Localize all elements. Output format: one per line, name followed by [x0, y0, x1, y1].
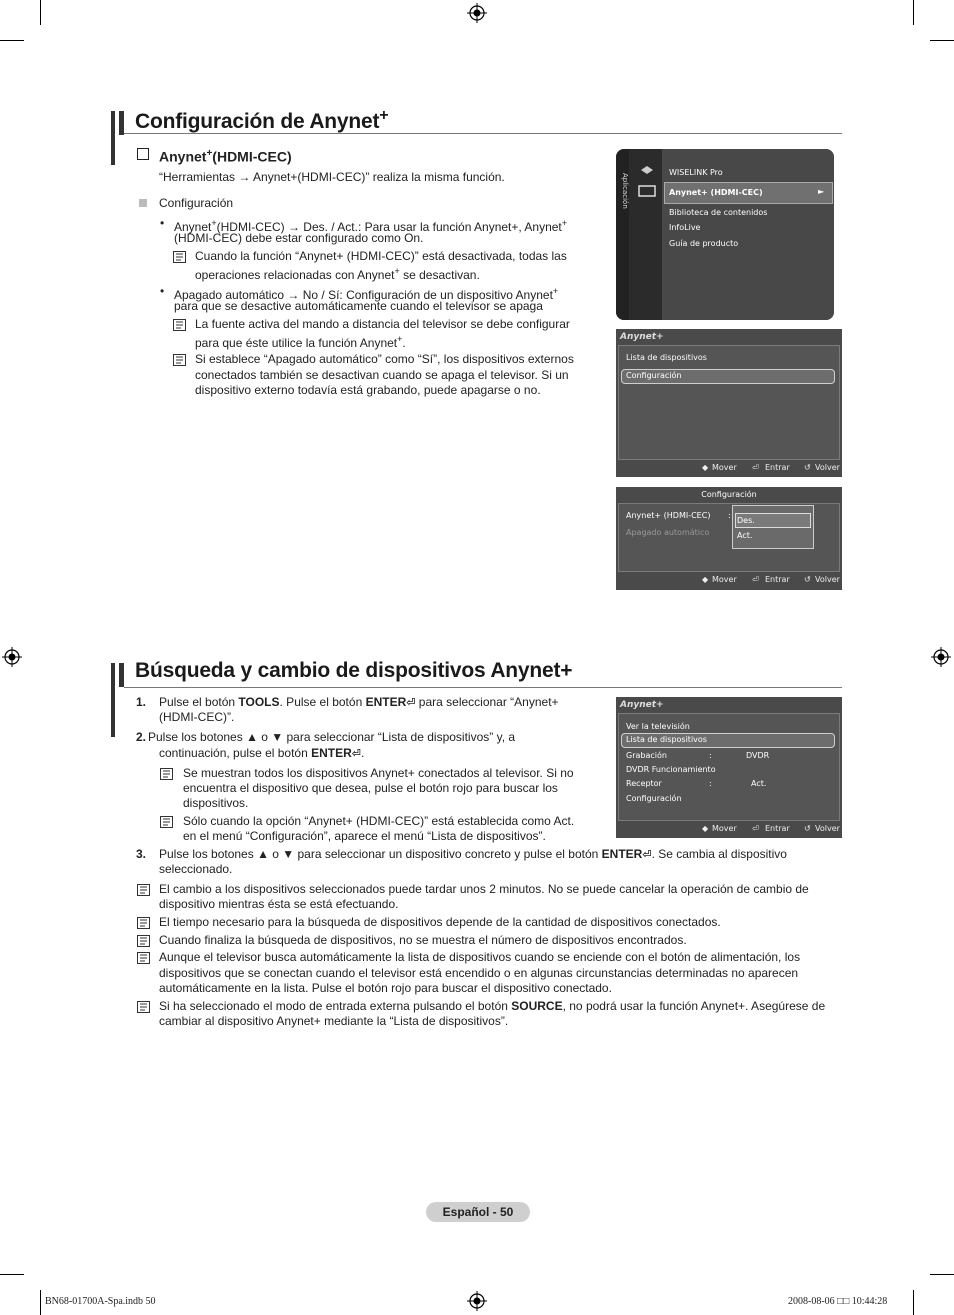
general-note-2: El tiempo necesario para la búsqueda de dispositivos depende de la cantidad de dispositivos conectados.: [159, 915, 721, 929]
return-icon: ↺: [804, 575, 811, 584]
osd-config-title: Configuración: [701, 490, 757, 499]
general-note-4-line-3: automáticamente en la lista. Pulse el botón rojo para buscar el dispositivo conectado.: [159, 981, 612, 995]
device-row-receptor[interactable]: Receptor: [626, 779, 662, 788]
osd-device-list: [616, 697, 842, 838]
page-number: Español - 50: [426, 1202, 530, 1222]
device-row-ver-tv[interactable]: Ver la televisión: [626, 722, 690, 731]
device-row-sep: :: [709, 751, 712, 760]
footer-move: Mover: [712, 463, 737, 472]
text-span: .: [402, 336, 406, 350]
sup-plus: +: [552, 286, 559, 296]
text-span: . Se cambia al dispositivo: [651, 847, 787, 861]
anynet-logo: Anynet+: [620, 332, 664, 342]
bold-span: ENTER: [365, 695, 407, 709]
general-note-4-line-1: Aunque el televisor busca automáticamente la lista de dispositivos cuando se enciende con el botón de alimentación, los: [159, 950, 801, 964]
config-row-anynet[interactable]: Anynet+ (HDMI-CEC): [626, 511, 711, 520]
anynet-logo: Anynet+: [620, 700, 664, 710]
device-row-configuracion[interactable]: Configuración: [626, 794, 682, 803]
text-span: se desactivan.: [399, 268, 480, 282]
general-note-4-line-2: dispositivos que se conectan cuando el televisor está encendido o en algunas circunstancias determinadas no aparecen: [159, 966, 799, 980]
general-note-1-line-1: El cambio a los dispositivos seleccionados puede tardar unos 2 minutos. No se puede cancelar la operación de cambio de: [159, 882, 809, 896]
registration-mark-icon: [467, 1291, 487, 1311]
step-2-number: 2.: [136, 730, 147, 744]
tools-path: “Herramientas → Anynet+(HDMI-CEC)” realiza la misma función.: [159, 170, 505, 184]
crop-mark: [40, 0, 41, 25]
general-note-5-line-1: [159, 999, 825, 1015]
menu-item-lista[interactable]: Lista de dispositivos: [626, 353, 707, 362]
step-1-line-2: (HDMI-CEC)”.: [159, 710, 235, 724]
menu-item-infolive[interactable]: InfoLive: [669, 223, 701, 232]
bold-span: TOOLS: [238, 695, 280, 709]
crop-mark: [930, 1274, 954, 1275]
section-title-text: Configuración de Anynet: [135, 110, 380, 133]
registration-mark-icon: [2, 647, 22, 667]
step-1-number: 1.: [136, 695, 147, 709]
text-span: (HDMI-CEC) → Des. / Act.: Para usar la función Anynet+, Anynet: [216, 220, 562, 234]
step-3-line-2: seleccionado.: [159, 862, 233, 876]
crop-mark: [913, 0, 914, 25]
note-icon: [160, 816, 173, 828]
text-span: Pulse el botón: [159, 695, 239, 709]
bullet-dot: •: [160, 284, 165, 298]
footer-move: Mover: [712, 824, 737, 833]
menu-item-wiselink[interactable]: WISELINK Pro: [669, 168, 723, 177]
bold-span: ENTER: [311, 746, 352, 760]
footer-back: Volver: [815, 824, 840, 833]
note-2-line-2: [195, 332, 406, 352]
step-2-note-1-line-1: Se muestran todos los dispositivos Anynet+ conectados al televisor. Si no: [183, 766, 574, 780]
section-bar: [119, 111, 124, 135]
sup-plus: +: [211, 218, 217, 228]
move-icon: ◆: [702, 824, 709, 833]
config-row-apagado[interactable]: Apagado automático: [626, 528, 710, 537]
device-row-sep: :: [709, 779, 712, 788]
return-icon: ↺: [804, 824, 811, 833]
step-3-number: 3.: [136, 847, 147, 861]
registration-mark-icon: [467, 3, 487, 23]
text-span: . Pulse el botón: [279, 695, 366, 709]
text-span: para que éste utilice la función Anynet: [195, 336, 398, 350]
bold-span: SOURCE: [511, 999, 563, 1013]
text-span: Apagado automático → No / Sí: Configuración de un dispositivo Anynet: [174, 288, 553, 302]
sup-plus: +: [397, 334, 403, 344]
note-icon: [160, 768, 173, 780]
note-icon: [173, 319, 186, 331]
text-span: Si ha seleccionado el modo de entrada externa pulsando el botón: [159, 999, 512, 1013]
enter-icon: ⏎: [351, 748, 361, 760]
section-title: [135, 107, 388, 134]
step-2-note-1-line-3: dispositivos.: [183, 796, 249, 810]
enter-icon: ⏎: [752, 463, 759, 472]
sub-heading-post: (HDMI-CEC): [212, 148, 292, 165]
config-label: Configuración: [159, 196, 234, 210]
sub-heading: [159, 146, 292, 165]
menu-item-configuracion[interactable]: Configuración: [626, 371, 682, 380]
note-icon: [137, 884, 150, 896]
footer-enter: Entrar: [765, 463, 790, 472]
footer-enter: Entrar: [765, 824, 790, 833]
text-span: continuación, pulse el botón: [159, 746, 312, 760]
note-1-line-2: [195, 264, 480, 284]
device-row-value: Act.: [751, 779, 767, 788]
osd-config-menu: [616, 487, 842, 590]
return-icon: ↺: [804, 463, 811, 472]
footer-enter: Entrar: [765, 575, 790, 584]
menu-item-biblioteca[interactable]: Biblioteca de contenidos: [669, 208, 768, 217]
print-file-info: BN68-01700A-Spa.indb 50: [45, 1296, 156, 1307]
general-note-1-line-2: dispositivo mientras ésta se está efectuando.: [159, 897, 399, 911]
enter-icon: ⏎: [642, 849, 652, 861]
osd-anynet-menu: [616, 329, 842, 477]
option-act[interactable]: Act.: [737, 531, 753, 540]
device-row-dvdr[interactable]: DVDR Funcionamiento: [626, 765, 716, 774]
device-row-value: DVDR: [746, 751, 770, 760]
note-icon: [173, 354, 186, 366]
bullet-dot: •: [160, 216, 165, 230]
bullet-2-line-2: para que se desactive automáticamente cuando el televisor se apaga: [174, 299, 543, 313]
section-bar: [111, 111, 115, 165]
tv-icon: [638, 185, 656, 197]
option-des[interactable]: Des.: [737, 516, 755, 525]
device-row-lista[interactable]: Lista de dispositivos: [626, 735, 707, 744]
note-2-line-1: La fuente activa del mando a distancia del televisor se debe configurar: [195, 317, 570, 331]
text-span: operaciones relacionadas con Anynet: [195, 268, 395, 282]
sup-plus: +: [561, 218, 568, 228]
enter-icon: ⏎: [406, 697, 416, 709]
note-3-line-2: conectados también se desactivan cuando se apaga el televisor. Si un: [195, 368, 569, 382]
text-span: Pulse los botones ▲ o ▼ para seleccionar un dispositivo concreto y pulse el botón: [159, 847, 602, 861]
sub-heading-sup: +: [206, 148, 213, 159]
section-bar: [111, 663, 115, 737]
osd-application-menu: [616, 149, 834, 320]
note-icon: [137, 935, 150, 947]
move-icon: ◆: [702, 463, 709, 472]
general-note-3: Cuando finaliza la búsqueda de dispositivos, no se muestra el número de dispositivos encontrados.: [159, 933, 687, 947]
title-superscript: +: [379, 107, 389, 124]
bold-span: ENTER: [601, 847, 643, 861]
step-2-line-2: [159, 746, 364, 763]
enter-icon: ⏎: [752, 575, 759, 584]
step-2-line-1: Pulse los botones ▲ o ▼ para seleccionar “Lista de dispositivos” y, a: [148, 730, 516, 744]
crop-mark: [0, 1274, 24, 1275]
note-3-line-3: dispositivo externo todavía está grabando, puede apagarse o no.: [195, 383, 541, 397]
enter-icon: ⏎: [752, 824, 759, 833]
step-3-line-1: [159, 847, 787, 864]
note-1-line-1: Cuando la función “Anynet+ (HDMI-CEC)” está desactivada, todas las: [195, 249, 567, 263]
sub-heading-pre: Anynet: [159, 148, 207, 165]
crop-mark: [913, 1290, 914, 1315]
osd-anynet-inner: [618, 345, 840, 460]
note-3-line-1: Si establece “Apagado automático” como “Sí”, los dispositivos externos: [195, 352, 574, 366]
print-date-info: 2008-08-06 □□ 10:44:28: [788, 1296, 888, 1307]
note-icon: [137, 952, 150, 964]
crop-mark: [0, 40, 24, 41]
section-rule: [124, 687, 842, 688]
device-row-grabacion[interactable]: Grabación: [626, 751, 667, 760]
menu-item-guia[interactable]: Guía de producto: [669, 239, 739, 248]
move-icon: ◆: [702, 575, 709, 584]
registration-mark-icon: [931, 647, 951, 667]
footer-back: Volver: [815, 463, 840, 472]
sup-plus: +: [394, 266, 400, 276]
chevron-right-icon: ►: [818, 187, 825, 196]
crop-mark: [930, 40, 954, 41]
section-bar: [119, 663, 124, 687]
checkbox-icon: [137, 148, 149, 160]
step-2-note-2-line-2: en el menú “Configuración”, aparece el menú “Lista de dispositivos”.: [183, 829, 546, 843]
step-2-note-2-line-1: Sólo cuando la opción “Anynet+ (HDMI-CEC)” está establecida como Act.: [183, 814, 575, 828]
bullet-1-line-2: (HDMI-CEC) debe estar configurado como On.: [174, 231, 424, 245]
config-colon: :: [728, 511, 731, 520]
section-rule: [124, 133, 842, 134]
app-icon: [640, 165, 654, 175]
menu-item-anynet[interactable]: Anynet+ (HDMI-CEC): [669, 188, 763, 197]
text-span: , no podrá usar la función Anynet+. Asegúrese de: [562, 999, 826, 1013]
crop-mark: [40, 1290, 41, 1315]
text-span: Anynet: [174, 220, 212, 234]
note-icon: [137, 1001, 150, 1013]
step-2-note-1-line-2: encuentra el dispositivo que desea, pulse el botón rojo para buscar los: [183, 781, 558, 795]
osd-side-label: Aplicación: [621, 173, 629, 209]
square-bullet-icon: [139, 199, 147, 207]
text-span: .: [361, 746, 365, 760]
note-icon: [173, 251, 186, 263]
section-title-2: Búsqueda y cambio de dispositivos Anynet+: [135, 659, 573, 682]
footer-back: Volver: [815, 575, 840, 584]
footer-move: Mover: [712, 575, 737, 584]
note-icon: [137, 917, 150, 929]
text-span: para seleccionar “Anynet+: [415, 695, 559, 709]
general-note-5-line-2: cambiar al dispositivo Anynet+ mediante la “Lista de dispositivos”.: [159, 1014, 509, 1028]
